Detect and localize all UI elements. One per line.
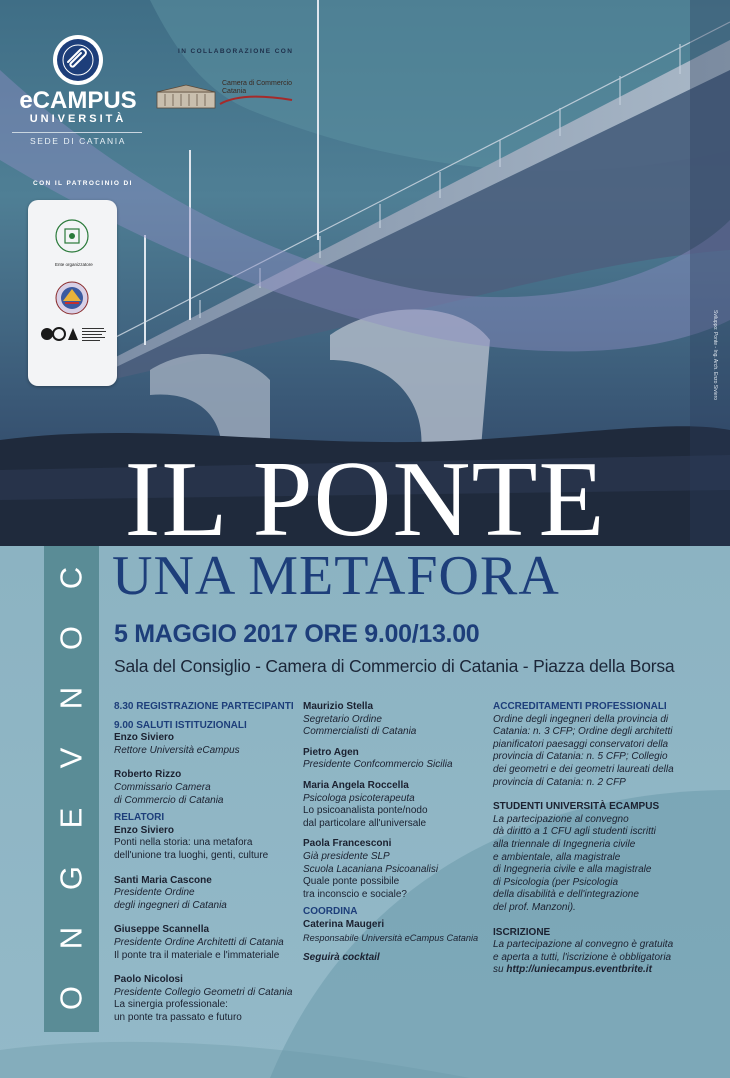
talk-title: dell'unione tra luoghi, genti, culture xyxy=(114,849,269,861)
accreditamenti-line: provincia di Catania: n. 2 CFP xyxy=(493,776,626,788)
talk-title: un ponte tra passato e futuro xyxy=(114,1011,242,1023)
iscrizione-heading: ISCRIZIONE xyxy=(493,926,551,938)
convegno-letter: N xyxy=(53,926,89,950)
speaker-role: Commissario Camera xyxy=(114,781,211,793)
convegno-letter: N xyxy=(53,686,89,710)
studenti-line: del prof. Manzoni). xyxy=(493,901,576,913)
main-title: IL PONTE xyxy=(124,440,606,559)
ordine-ingegneri-seal-icon xyxy=(54,218,90,254)
convegno-letter: O xyxy=(53,625,89,651)
speaker-name: Caterina Maugeri xyxy=(303,918,385,930)
iscrizione-line: e aperta a tutti, l'iscrizione è obbligatoria xyxy=(493,951,672,963)
architetti-seal-icon xyxy=(55,281,89,315)
convegno-letter: G xyxy=(53,865,89,891)
talk-title: dal particolare all'universale xyxy=(303,817,427,829)
speaker-name: Pietro Agen xyxy=(303,746,359,758)
iscrizione-link-prefix: su xyxy=(493,964,504,976)
geometri-caption-lines-icon xyxy=(82,327,108,343)
event-date: 5 MAGGIO 2017 ORE 9.00/13.00 xyxy=(114,620,480,648)
camera-logo-line2: Catania xyxy=(222,88,247,95)
speaker-role: Psicologa psicoterapeuta xyxy=(303,792,415,804)
info-column xyxy=(493,701,723,977)
speaker-name: Enzo Siviero xyxy=(114,824,175,836)
accreditamenti-line: Catania: n. 3 CFP; Ordine degli architetti xyxy=(493,726,673,738)
program-column-1 xyxy=(114,701,299,1024)
ecampus-logo-icon xyxy=(52,34,104,86)
ente-organizzatore-label: Ente organizzatore xyxy=(55,262,93,267)
speaker-role: Presidente Ordine Architetti di Catania xyxy=(114,936,284,948)
geometri-logo-caption xyxy=(82,327,112,344)
accreditamenti-line: provincia di Catania: n. 5 CFP; Collegio xyxy=(493,751,668,763)
speaker-role: Responsabile Università eCampus Catania xyxy=(303,932,479,943)
accreditamenti-line: Ordine degli ingegneri della provincia di xyxy=(493,713,669,725)
speaker-role: Presidente Collegio Geometri di Catania xyxy=(114,986,293,998)
camera-commercio-building-icon xyxy=(155,84,217,110)
speaker-name: Giuseppe Scannella xyxy=(114,924,210,936)
accreditamenti-line: dei geometri e dei geometri laureati della xyxy=(493,763,674,775)
relatori-heading: RELATORI xyxy=(114,812,165,824)
speaker-role: degli ingegneri di Catania xyxy=(114,899,227,911)
talk-title: La sinergia professionale: xyxy=(114,999,228,1011)
iscrizione-link-line xyxy=(493,964,723,977)
logo-divider xyxy=(12,132,142,133)
subtitle: UNA METAFORA xyxy=(112,545,560,607)
eventbrite-link[interactable]: http://uniecampus.eventbrite.it xyxy=(506,964,652,976)
talk-title: tra inconscio e sociale? xyxy=(303,888,407,900)
speaker-role: Presidente Ordine xyxy=(114,887,195,899)
speaker-name: Enzo Siviero xyxy=(114,732,175,744)
logo-sede: SEDE DI CATANIA xyxy=(30,136,126,146)
logo-wordmark: eCAMPUS xyxy=(19,87,137,114)
convegno-letter: O xyxy=(53,985,89,1011)
speaker-role: Segretario Ordine xyxy=(303,713,382,725)
speaker-role: Già presidente SLP xyxy=(303,850,390,862)
studenti-heading: STUDENTI UNIVERSITÀ ECAMPUS xyxy=(493,801,660,813)
speaker-name: Paola Francesconi xyxy=(303,838,392,850)
collab-label: IN COLLABORAZIONE CON xyxy=(178,48,294,55)
speaker-role: Presidente Confcommercio Sicilia xyxy=(303,759,453,771)
speaker-name: Maria Angela Roccella xyxy=(303,779,409,791)
talk-title: Lo psicoanalista ponte/nodo xyxy=(303,805,428,817)
speaker-role: Rettore Università eCampus xyxy=(114,744,240,756)
event-venue: Sala del Consiglio - Camera di Commercio di Catania - Piazza della Borsa xyxy=(114,656,675,676)
saluti-heading: 9.00 SALUTI ISTITUZIONALI xyxy=(114,719,247,731)
accreditamenti-heading: ACCREDITAMENTI PROFESSIONALI xyxy=(493,701,667,712)
camera-logo-line1: Camera di Commercio xyxy=(222,80,293,87)
coordina-heading: COORDINA xyxy=(303,906,358,918)
speaker-role: di Commercio di Catania xyxy=(114,794,224,806)
photo-credit: Sviluppo: Ponte - Ing. Arch. Enzo Siviero xyxy=(712,310,718,401)
accreditamenti-line: pianificatori paesaggi conservatori della xyxy=(493,738,669,750)
program-column-2 xyxy=(303,701,488,965)
geometri-logo-icon xyxy=(40,326,80,342)
speaker-role: Commercialisti di Catania xyxy=(303,726,417,738)
convegno-letter: C xyxy=(53,566,89,590)
talk-title: Quale ponte possibile xyxy=(303,876,400,888)
talk-title: Il ponte tra il materiale e l'immateriale xyxy=(114,949,280,961)
studenti-line: dà diritto a 1 CFU agli studenti iscritti xyxy=(493,826,656,838)
speaker-role: Scuola Lacaniana Psicoanalisi xyxy=(303,863,439,875)
studenti-line: di Ingegneria civile e alla magistrale xyxy=(493,864,652,876)
iscrizione-line: La partecipazione al convegno è gratuita xyxy=(493,939,674,951)
speaker-name: Maurizio Stella xyxy=(303,701,374,712)
convegno-letter: V xyxy=(53,747,89,769)
studenti-line: della disabilità e dell'integrazione xyxy=(493,889,639,901)
studenti-line: e ambientale, alla magistrale xyxy=(493,851,621,863)
speaker-name: Paolo Nicolosi xyxy=(114,974,183,986)
convegno-letter: E xyxy=(53,807,89,829)
studenti-line: di Psicologia (per Psicologia xyxy=(493,876,619,888)
speaker-name: Roberto Rizzo xyxy=(114,769,182,781)
talk-title: Ponti nella storia: una metafora xyxy=(114,837,253,849)
studenti-line: alla triennale di Ingegneria civile xyxy=(493,838,636,850)
cocktail-note: Seguirà cocktail xyxy=(303,952,380,964)
studenti-line: La partecipazione al convegno xyxy=(493,813,629,825)
registration-heading: 8.30 REGISTRAZIONE PARTECIPANTI xyxy=(114,701,294,712)
speaker-name: Santi Maria Cascone xyxy=(114,874,212,886)
logo-subtitle: UNIVERSITÀ xyxy=(29,113,127,125)
patrocinio-label: CON IL PATROCINIO DI xyxy=(33,180,133,187)
